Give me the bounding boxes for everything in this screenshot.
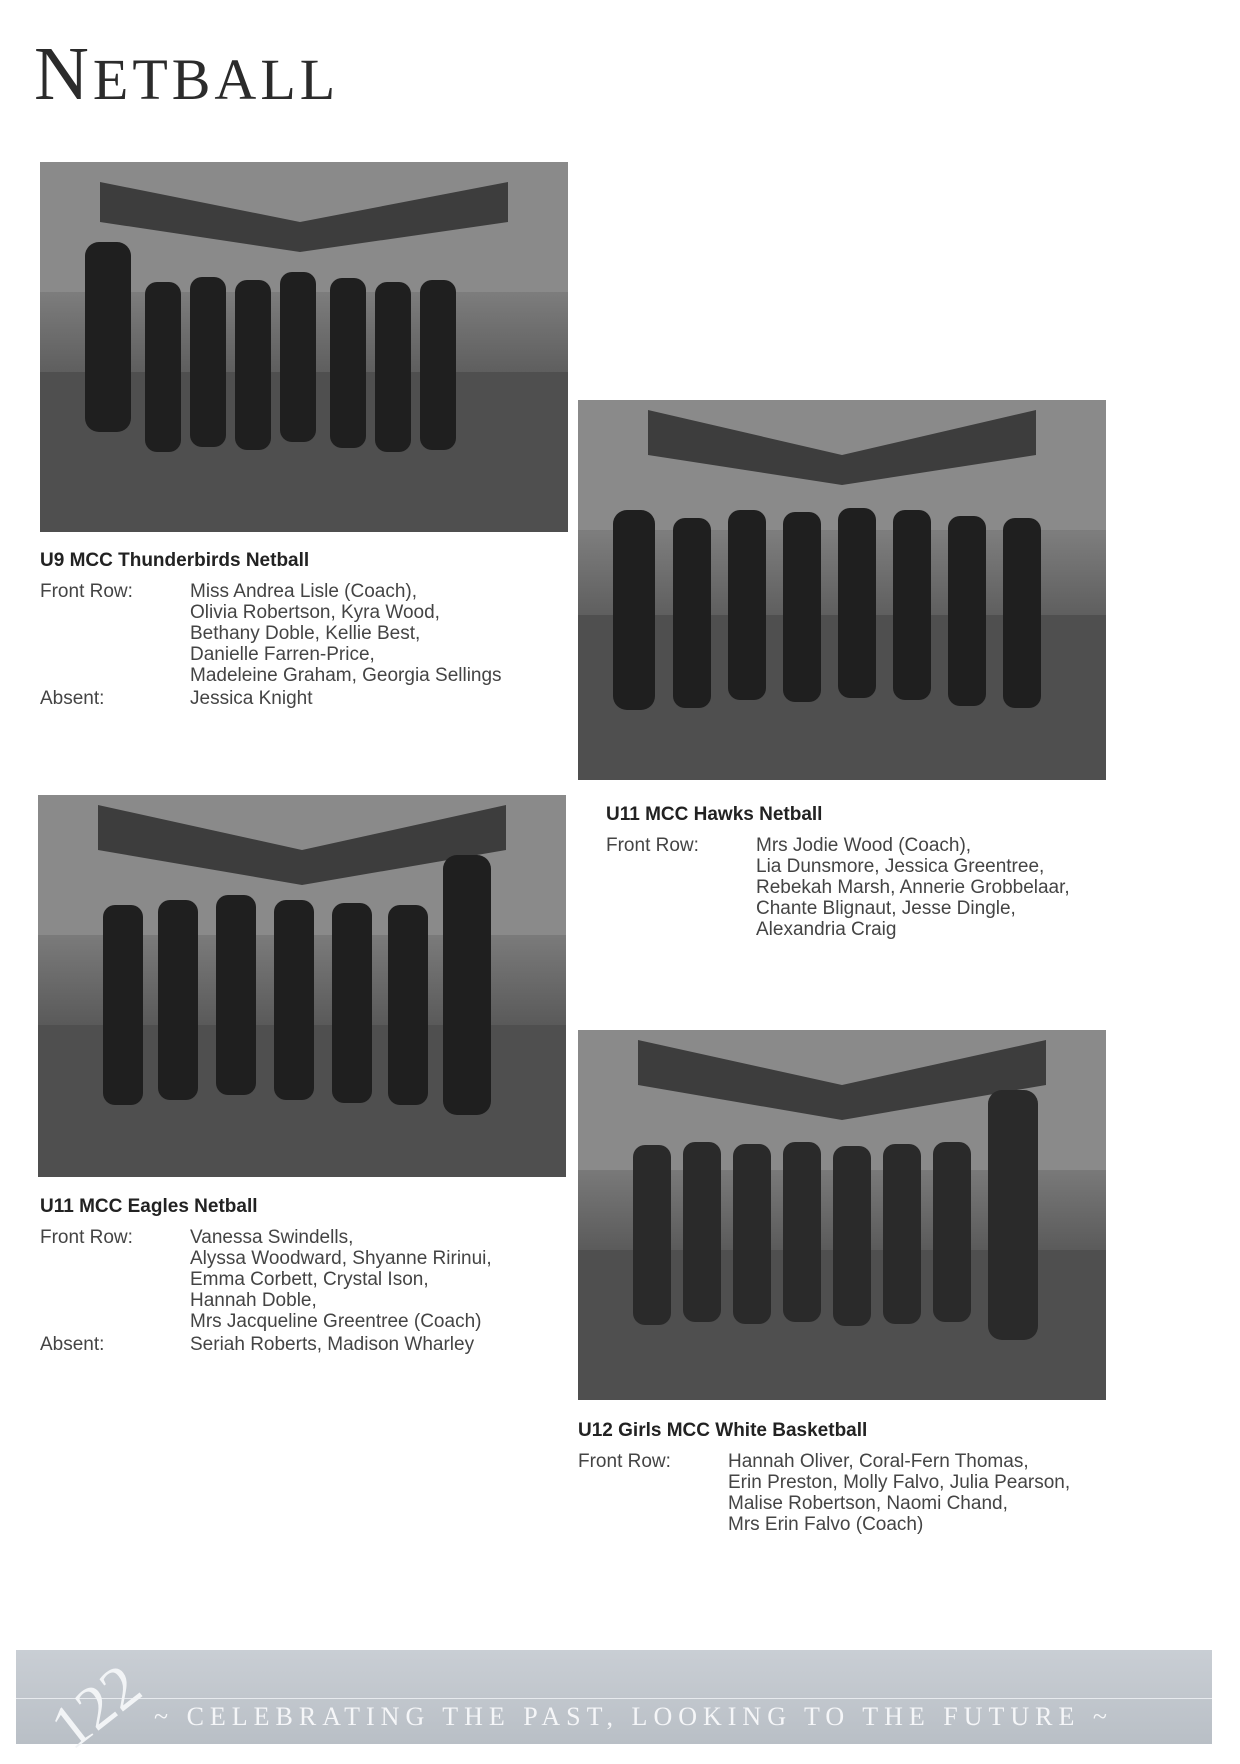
row-label: Absent: <box>40 1334 105 1355</box>
caption-u9-thunderbirds <box>40 550 560 711</box>
team-photo-u11-eagles <box>38 795 566 1177</box>
team-title: U11 MCC Eagles Netball <box>40 1196 258 1217</box>
caption-row <box>606 835 1126 940</box>
row-names: Vanessa Swindells, Alyssa Woodward, Shyanne Ririnui, Emma Corbett, Crystal Ison, Hannah Doble, Mrs Jacqueline Greentree (Coach) <box>190 1227 492 1332</box>
row-label: Front Row: <box>578 1451 671 1472</box>
footer-slogan: ~ CELEBRATING THE PAST, LOOKING TO THE FUTURE ~ <box>154 1702 1113 1731</box>
row-label: Front Row: <box>606 835 699 856</box>
caption-u11-hawks <box>606 804 1126 942</box>
footer-banner <box>16 1650 1212 1763</box>
row-names: Mrs Jodie Wood (Coach), Lia Dunsmore, Jessica Greentree, Rebekah Marsh, Annerie Grobbelaar, Chante Blignaut, Jesse Dingle, Alexandria Craig <box>756 835 1070 940</box>
team-title: U11 MCC Hawks Netball <box>606 804 823 825</box>
row-names: Miss Andrea Lisle (Coach), Olivia Robertson, Kyra Wood, Bethany Doble, Kellie Best, Danielle Farren-Price, Madeleine Graham, Georgia Sellings <box>190 581 502 686</box>
team-title: U12 Girls MCC White Basketball <box>578 1420 868 1441</box>
team-title: U9 MCC Thunderbirds Netball <box>40 550 310 571</box>
row-label: Absent: <box>40 688 105 709</box>
row-names: Jessica Knight <box>190 688 313 709</box>
row-names: Seriah Roberts, Madison Wharley <box>190 1334 475 1355</box>
caption-row <box>40 688 560 709</box>
row-names: Hannah Oliver, Coral-Fern Thomas, Erin Preston, Molly Falvo, Julia Pearson, Malise Robertson, Naomi Chand, Mrs Erin Falvo (Coach) <box>728 1451 1071 1535</box>
caption-row <box>40 1227 560 1332</box>
team-photo-u9-thunderbirds <box>40 162 568 532</box>
caption-u12-white-basketball <box>578 1420 1118 1537</box>
footer-rule <box>16 1698 1212 1699</box>
team-photo-u11-hawks <box>578 400 1106 780</box>
page-title: NETBALL <box>34 32 340 116</box>
caption-row <box>40 1334 560 1355</box>
row-label: Front Row: <box>40 581 133 602</box>
caption-row <box>40 581 560 686</box>
team-photo-u12-white-basketball <box>578 1030 1106 1400</box>
row-label: Front Row: <box>40 1227 133 1248</box>
page-number: 122 <box>38 1651 154 1763</box>
caption-u11-eagles <box>40 1196 560 1357</box>
caption-row <box>578 1451 1118 1535</box>
